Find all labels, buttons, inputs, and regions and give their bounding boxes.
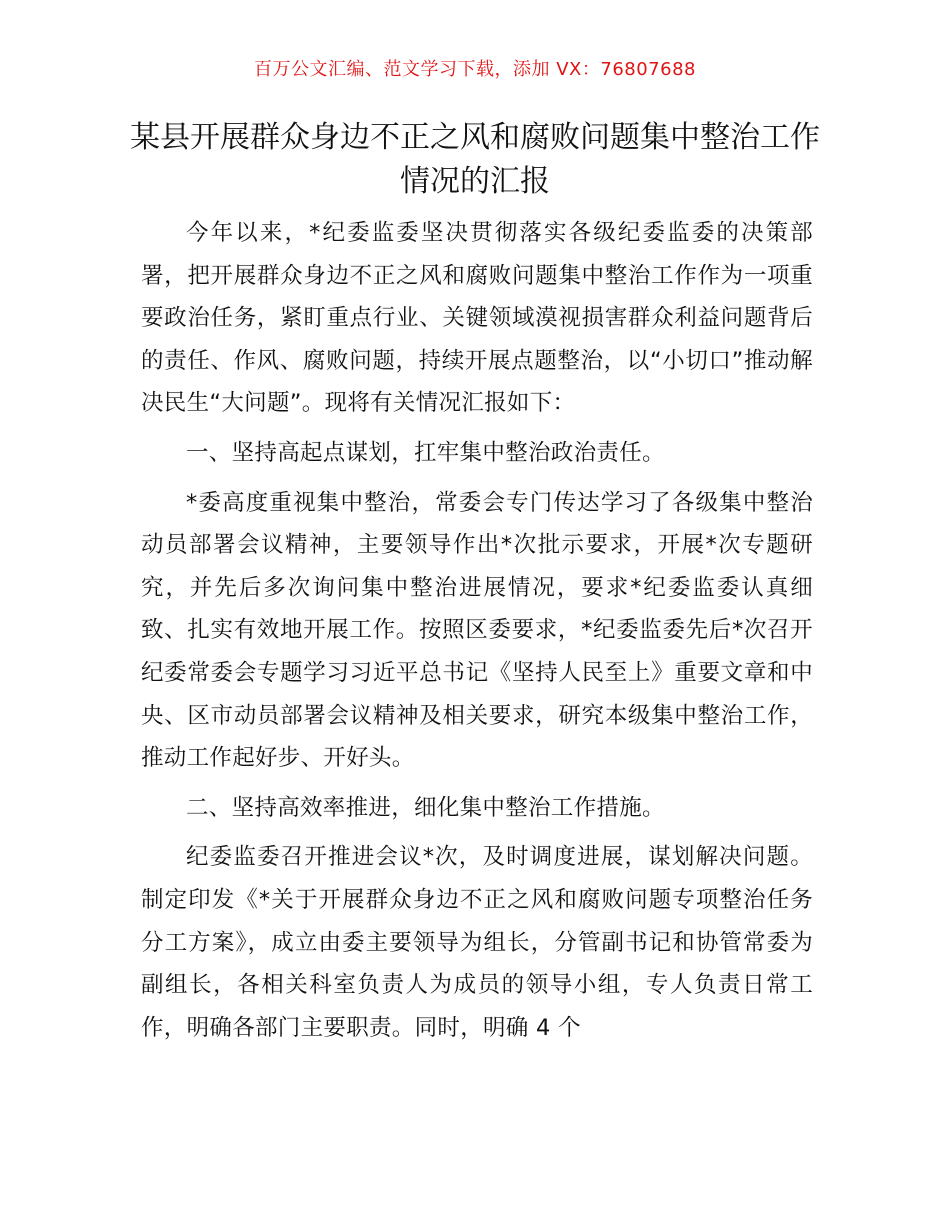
header-banner: 百万公文汇编、范文学习下载，添加 VX：76807688 <box>254 59 696 80</box>
section-1-paragraph: *委高度重视集中整治，常委会专门传达学习了各级集中整治动员部署会议精神，主要领导作出*次批示要求，开展*次专题研究，并先后多次询问集中整治进展情况，要求*纪委监委认真细致、扎实有效地开展工作。按照区委要求，*纪委监委先后*次召开纪委常委会专题学习习近平总书记《坚持人民至上》重要文章和中央、区市动员部署会议精神及相关要求，研究本级集中整治工作，推动工作起好步、开好头。 <box>141 489 813 772</box>
document-title: 某县开展群众身边不正之风和腐败问题集中整治工作情况的汇报 <box>130 120 820 199</box>
section-2-paragraph: 纪委监委召开推进会议*次，及时调度进展，谋划解决问题。制定印发《*关于开展群众身边不正之风和腐败问题专项整治任务分工方案》，成立由委主要领导为组长，分管副书记和协管常委为副组长，各相关科室负责人为成员的领导小组，专人负责日常工作，明确各部门主要职责。同时，明确 4 个 <box>141 844 813 1041</box>
section-heading-1: 一、坚持高起点谋划，扛牢集中整治政治责任。 <box>186 439 665 466</box>
document-body <box>141 212 813 1049</box>
section-heading-2: 二、坚持高效率推进，细化集中整治工作措施。 <box>186 794 665 821</box>
intro-paragraph: 今年以来，*纪委监委坚决贯彻落实各级纪委监委的决策部署，把开展群众身边不正之风和腐败问题集中整治工作作为一项重要政治任务，紧盯重点行业、关键领域漠视损害群众利益问题背后的责任、作风、腐败问题，持续开展点题整治，以“小切口”推动解决民生“大问题”。现将有关情况汇报如下： <box>141 220 813 417</box>
